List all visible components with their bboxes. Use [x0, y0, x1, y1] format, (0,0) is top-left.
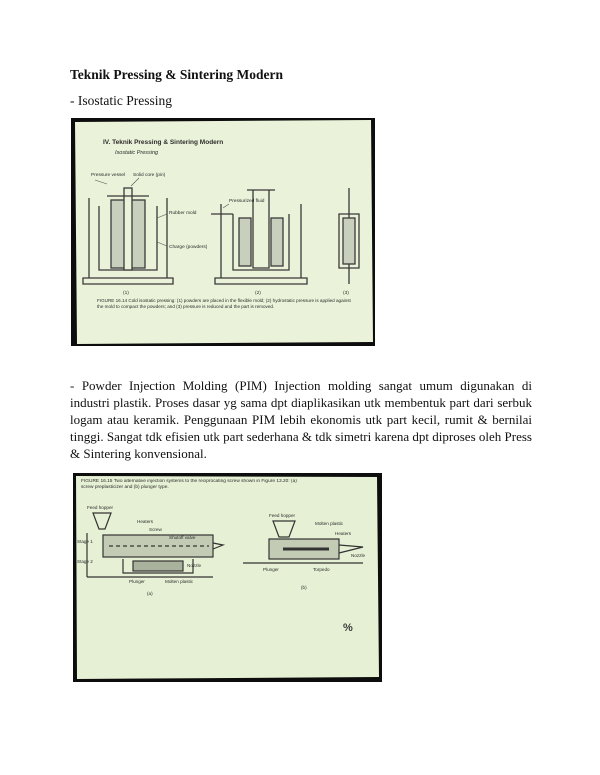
figure1-panel-2: (2): [255, 291, 261, 296]
figure2-label-plunger-a: Plunger: [129, 579, 145, 584]
figure1-label-charge: Charge (powders): [169, 245, 208, 250]
figure2-label-plunger-b: Plunger: [263, 567, 279, 572]
figure1-panel-1: (1): [123, 291, 129, 296]
figure2-panel-b: (b): [301, 585, 307, 590]
figure1-caption: FIGURE 16.14 Cold isostatic pressing: (1) powders are placed in the flexible mold; (2) hydrostatic pressure is applied against the mold to compact the powders; and (3) pressure is reduced and the part is removed.: [97, 298, 351, 309]
figure2-label-nozzle-b: Nozzle: [351, 553, 366, 558]
figure1-label-pressurized-fluid: Pressurized fluid: [229, 199, 265, 204]
figure2-label-stage-1: Stage 1: [77, 539, 93, 544]
figure2-page-mark: %: [343, 622, 353, 634]
figure2-label-torpedo: Torpedo: [313, 567, 330, 572]
section-subtitle: - Isostatic Pressing: [70, 93, 172, 108]
figure2-label-feed-hopper-b: Feed hopper: [269, 513, 296, 518]
figure2-label-shutoff-valve: Shutoff valve: [169, 535, 196, 540]
injection-molding-photo: [73, 473, 382, 682]
figure2-label-stage-2: Stage 2: [77, 559, 93, 564]
figure1-label-solid-core: Solid core (pin): [133, 173, 166, 178]
figure1-header: IV. Teknik Pressing & Sintering Modern: [103, 139, 224, 146]
figure2-label-heaters: Heaters: [137, 519, 154, 524]
figure2-panel-a: (a): [147, 591, 153, 596]
figure1-label-rubber-mold: Rubber mold: [169, 211, 197, 216]
figure1-panel-3: (3): [343, 291, 349, 296]
figure2-caption: FIGURE 16.15 Two alternative injection systems to the reciprocating screw shown in Figure 13.20: (a) screw preplasticizer and (b) plunger type.: [81, 479, 297, 490]
figure2-label-heaters-b: Heaters: [335, 531, 352, 536]
figure2-label-nozzle-a: Nozzle: [187, 563, 202, 568]
injection-molding-diagram: [73, 473, 382, 682]
figure2-label-feed-hopper-a: Feed hopper: [87, 505, 114, 510]
page-title: Teknik Pressing & Sintering Modern: [70, 67, 284, 82]
isostatic-pressing-diagram: [71, 118, 375, 346]
figure1-label-pressure-vessel: Pressure vessel: [91, 173, 126, 178]
isostatic-pressing-photo: [71, 118, 375, 346]
pim-paragraph: - Powder Injection Molding (PIM) Injection molding sangat umum digunakan di industri plastik. Proses dasar yg sama dpt diaplikasikan utk membentuk part dari serbuk logam atau keramik. Penggunaan PIM lebih ekonomis utk part kecil, rumit & bernilai tinggi. Sangat tdk efisien utk part sederhana & tdk simetri karena dpt diproses oleh Press & Sintering konvensional.: [70, 378, 532, 461]
figure2-label-molten-plastic-b: Molten plastic: [315, 521, 344, 526]
figure2-label-molten-plastic-a: Molten plastic: [165, 579, 194, 584]
figure1-subheader: Isostatic Pressing: [115, 150, 159, 156]
figure2-label-screw: Screw: [149, 527, 162, 532]
